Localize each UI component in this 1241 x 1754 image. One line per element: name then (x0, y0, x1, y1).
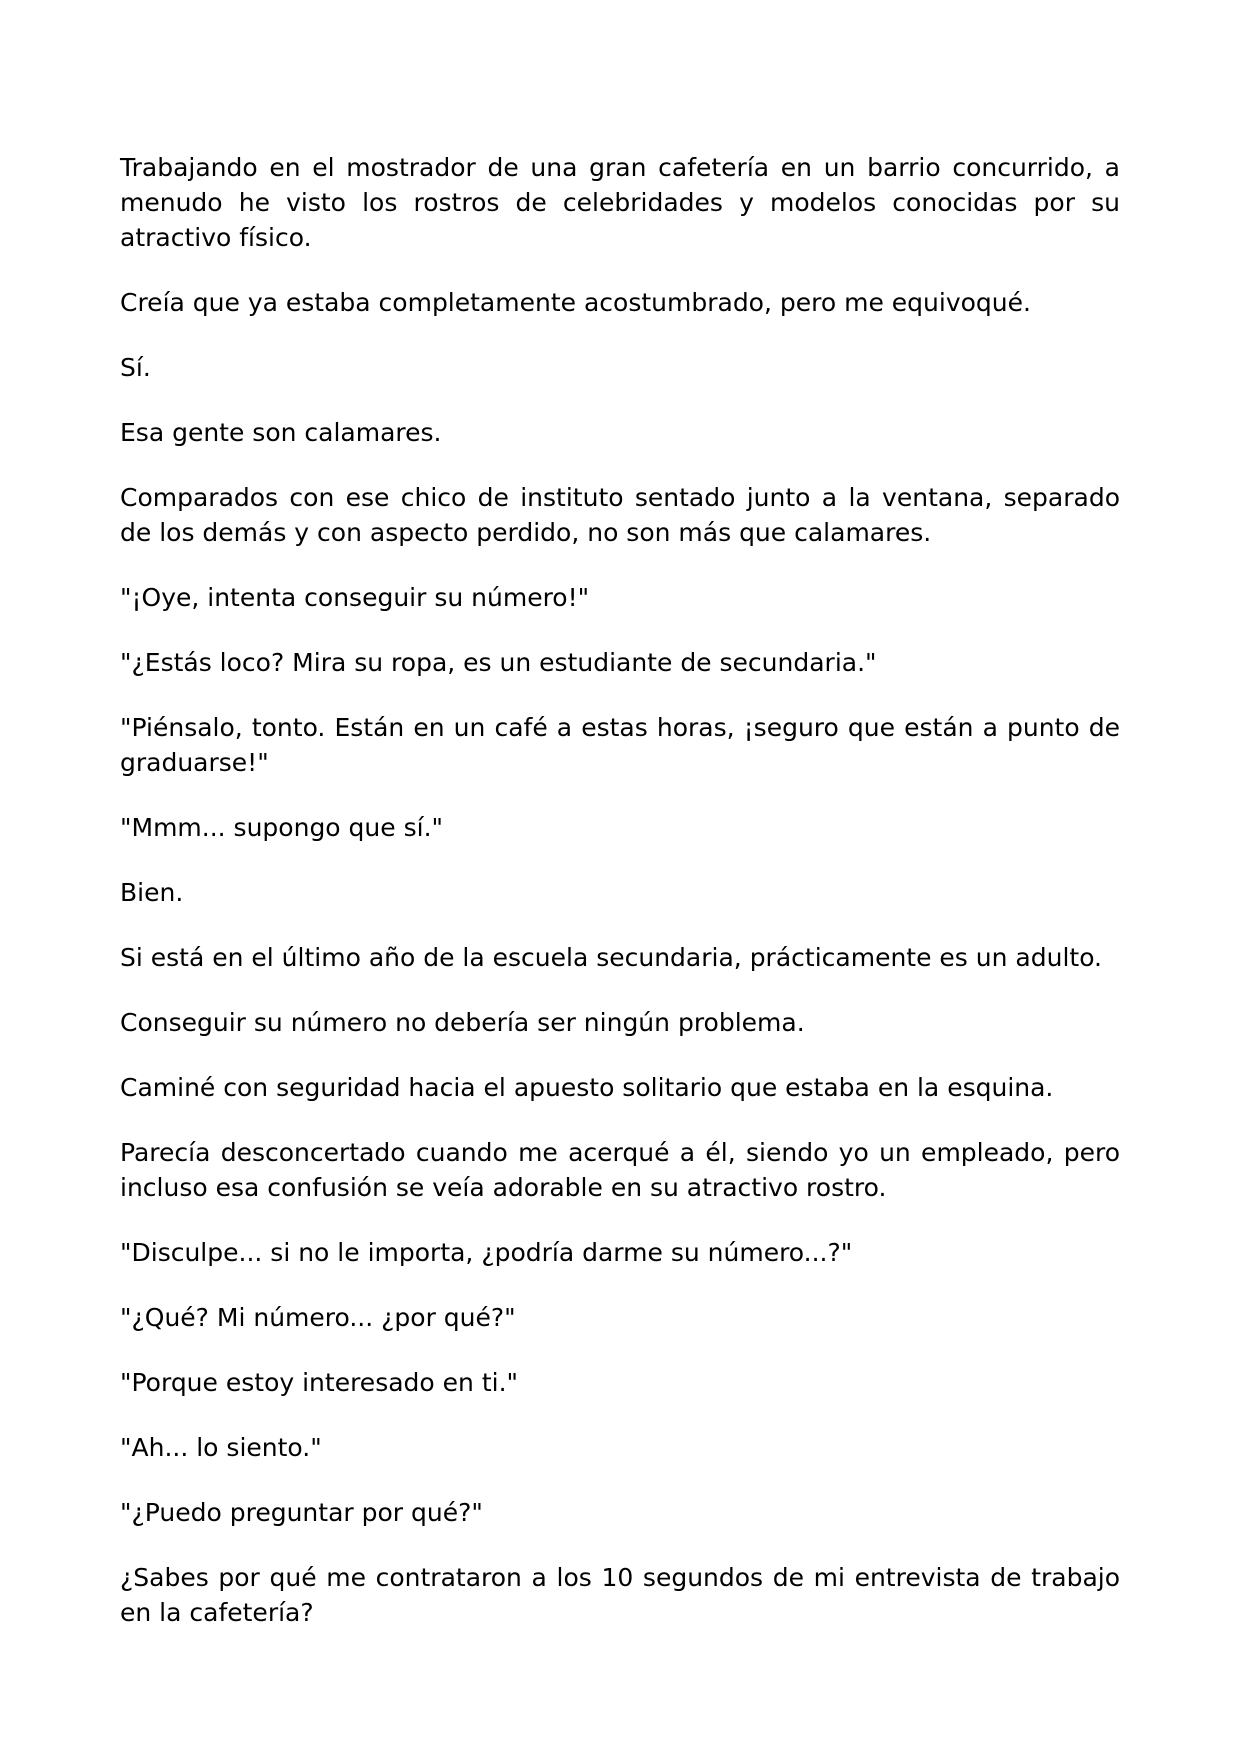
paragraph: Parecía desconcertado cuando me acerqué a él, siendo yo un empleado, pero incluso esa confusión se veía adorable en su atractivo rostro. (120, 1138, 1120, 1202)
paragraph: "¿Estás loco? Mira su ropa, es un estudiante de secundaria." (120, 648, 877, 677)
paragraph: "¿Qué? Mi número... ¿por qué?" (120, 1303, 516, 1332)
paragraph: "¡Oye, intenta conseguir su número!" (120, 583, 590, 612)
paragraph: Conseguir su número no debería ser ningún problema. (120, 1008, 805, 1037)
paragraph: Bien. (120, 878, 184, 907)
paragraph: "Mmm... supongo que sí." (120, 813, 444, 842)
paragraph: "Disculpe... si no le importa, ¿podría darme su número...?" (120, 1238, 853, 1267)
paragraph: Trabajando en el mostrador de una gran cafetería en un barrio concurrido, a menudo he visto los rostros de celebridades y modelos conocidas por su atractivo físico. (120, 153, 1120, 252)
paragraph: "¿Puedo preguntar por qué?" (120, 1498, 483, 1527)
paragraph: "Piénsalo, tonto. Están en un café a estas horas, ¡seguro que están a punto de graduarse!" (120, 713, 1120, 777)
paragraph: Esa gente son calamares. (120, 418, 442, 447)
paragraph: Sí. (120, 353, 151, 382)
document-body (120, 150, 1120, 1660)
paragraph: Si está en el último año de la escuela secundaria, prácticamente es un adulto. (120, 943, 1102, 972)
paragraph: "Ah... lo siento." (120, 1433, 322, 1462)
paragraph: ¿Sabes por qué me contrataron a los 10 segundos de mi entrevista de trabajo en la cafetería? (120, 1563, 1120, 1627)
paragraph: Creía que ya estaba completamente acostumbrado, pero me equivoqué. (120, 288, 1031, 317)
paragraph: "Porque estoy interesado en ti." (120, 1368, 519, 1397)
paragraph: Caminé con seguridad hacia el apuesto solitario que estaba en la esquina. (120, 1073, 1054, 1102)
paragraph: Comparados con ese chico de instituto sentado junto a la ventana, separado de los demás y con aspecto perdido, no son más que calamares. (120, 483, 1120, 547)
